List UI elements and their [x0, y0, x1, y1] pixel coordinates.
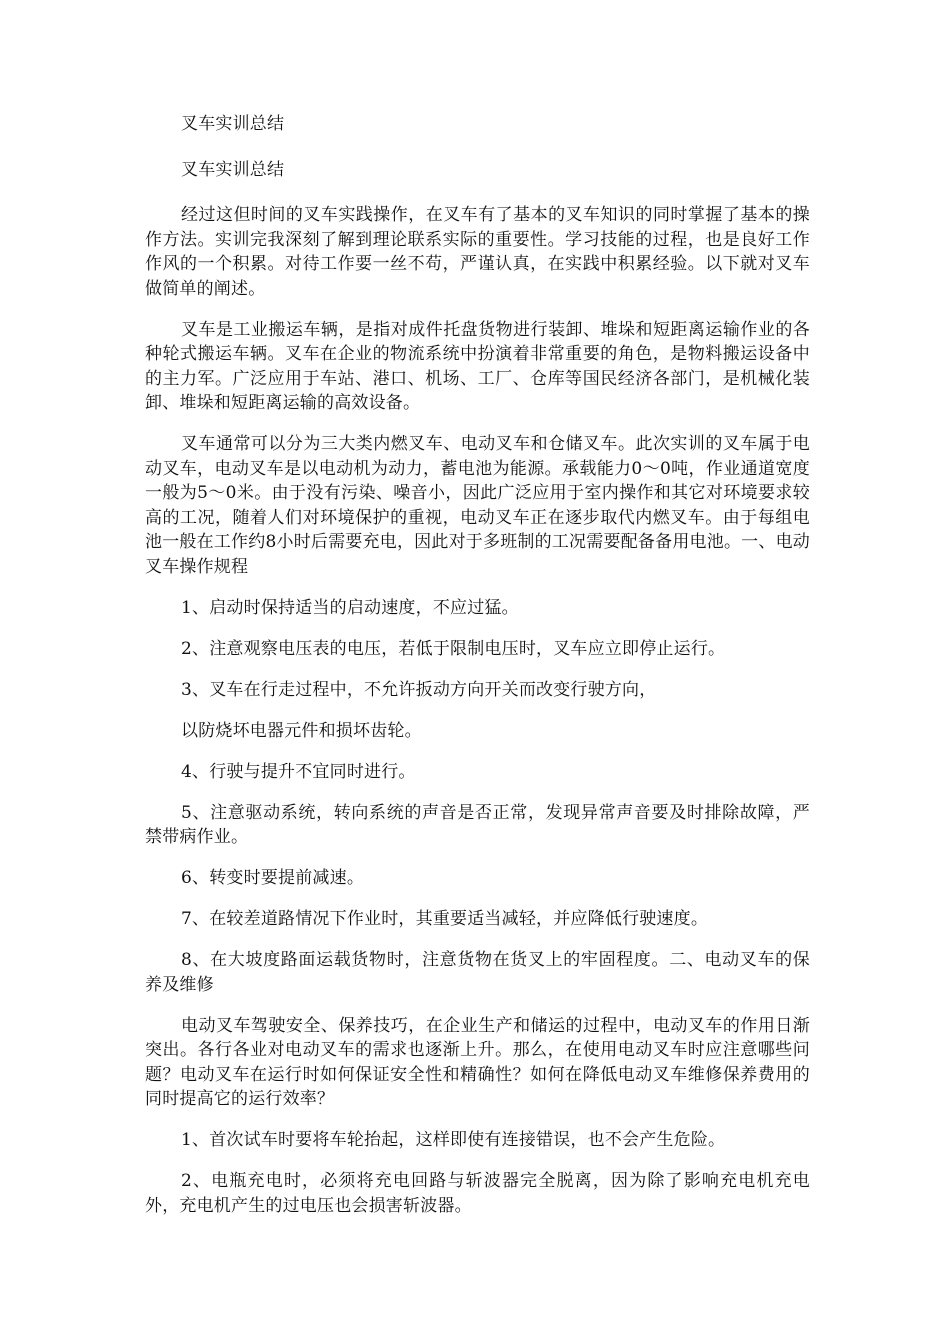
paragraph-maintenance-intro: 电动叉车驾驶安全、保养技巧，在企业生产和储运的过程中，电动叉车的作用日渐突出。各行各业对电动叉车的需求也逐渐上升。那么，在使用电动叉车时应注意哪些问题？电动叉车在运行时如何保证安全性和精确性？如何在降低电动叉车维修保养费用的同时提高它的运行效率？ [145, 1015, 810, 1109]
maintenance-rule-1: 1、首次试车时要将车轮抬起，这样即使有连接错误，也不会产生危险。 [181, 1130, 726, 1150]
paragraph-definition: 叉车是工业搬运车辆，是指对成件托盘货物进行装卸、堆垛和短距离运输作业的各种轮式搬运车辆。叉车在企业的物流系统中扮演着非常重要的角色，是物料搬运设备中的主力军。广泛应用于车站、港口、机场、工厂、仓库等国民经济各部门，是机械化装卸、堆垛和短距离运输的高效设备。 [145, 319, 810, 413]
document-subtitle: 叉车实训总结 [181, 159, 285, 180]
maintenance-rule-2: 2、电瓶充电时，必须将充电回路与斩波器完全脱离，因为除了影响充电机充电外，充电机产生的过电压也会损害斩波器。 [145, 1171, 810, 1216]
document-page [145, 112, 810, 1235]
operation-rule-5: 5、注意驱动系统，转向系统的声音是否正常，发现异常声音要及时排除故障，严禁带病作业。 [145, 802, 810, 847]
operation-rule-6: 6、转变时要提前减速。 [181, 868, 365, 888]
paragraph-intro: 经过这但时间的叉车实践操作，在叉车有了基本的叉车知识的同时掌握了基本的操作方法。实训完我深刻了解到理论联系实际的重要性。学习技能的过程，也是良好工作作风的一个积累。对待工作要一丝不苟，严谨认真，在实践中积累经验。以下就对叉车做简单的阐述。 [145, 205, 810, 299]
operation-rule-3: 3、叉车在行走过程中，不允许扳动方向开关而改变行驶方向， [181, 679, 657, 700]
operation-rule-3-continued: 以防烧坏电器元件和损坏齿轮。 [181, 720, 422, 741]
operation-rule-8: 8、在大坡度路面运载货物时，注意货物在货叉上的牢固程度。二、电动叉车的保养及维修 [145, 950, 810, 995]
operation-rule-2: 2、注意观察电压表的电压，若低于限制电压时，叉车应立即停止运行。 [181, 638, 726, 659]
operation-rule-4: 4、行驶与提升不宜同时进行。 [181, 761, 416, 782]
document-title: 叉车实训总结 [181, 114, 285, 134]
operation-rule-7: 7、在较差道路情况下作业时，其重要适当减轻，并应降低行驶速度。 [181, 909, 709, 929]
operation-rule-1: 1、启动时保持适当的启动速度，不应过猛。 [181, 597, 519, 618]
paragraph-types: 叉车通常可以分为三大类内燃叉车、电动叉车和仓储叉车。此次实训的叉车属于电动叉车，电动叉车是以电动机为动力，蓄电池为能源。承载能力0～0吨，作业通道宽度一般为5～0米。由于没有污染、噪音小，因此广泛应用于室内操作和其它对环境要求较高的工况，随着人们对环境保护的重视，电动叉车正在逐步取代内燃叉车。由于每组电池一般在工作约8小时后需要充电，因此对于多班制的工况需要配备备用电池。一、电动叉车操作规程 [145, 434, 810, 577]
